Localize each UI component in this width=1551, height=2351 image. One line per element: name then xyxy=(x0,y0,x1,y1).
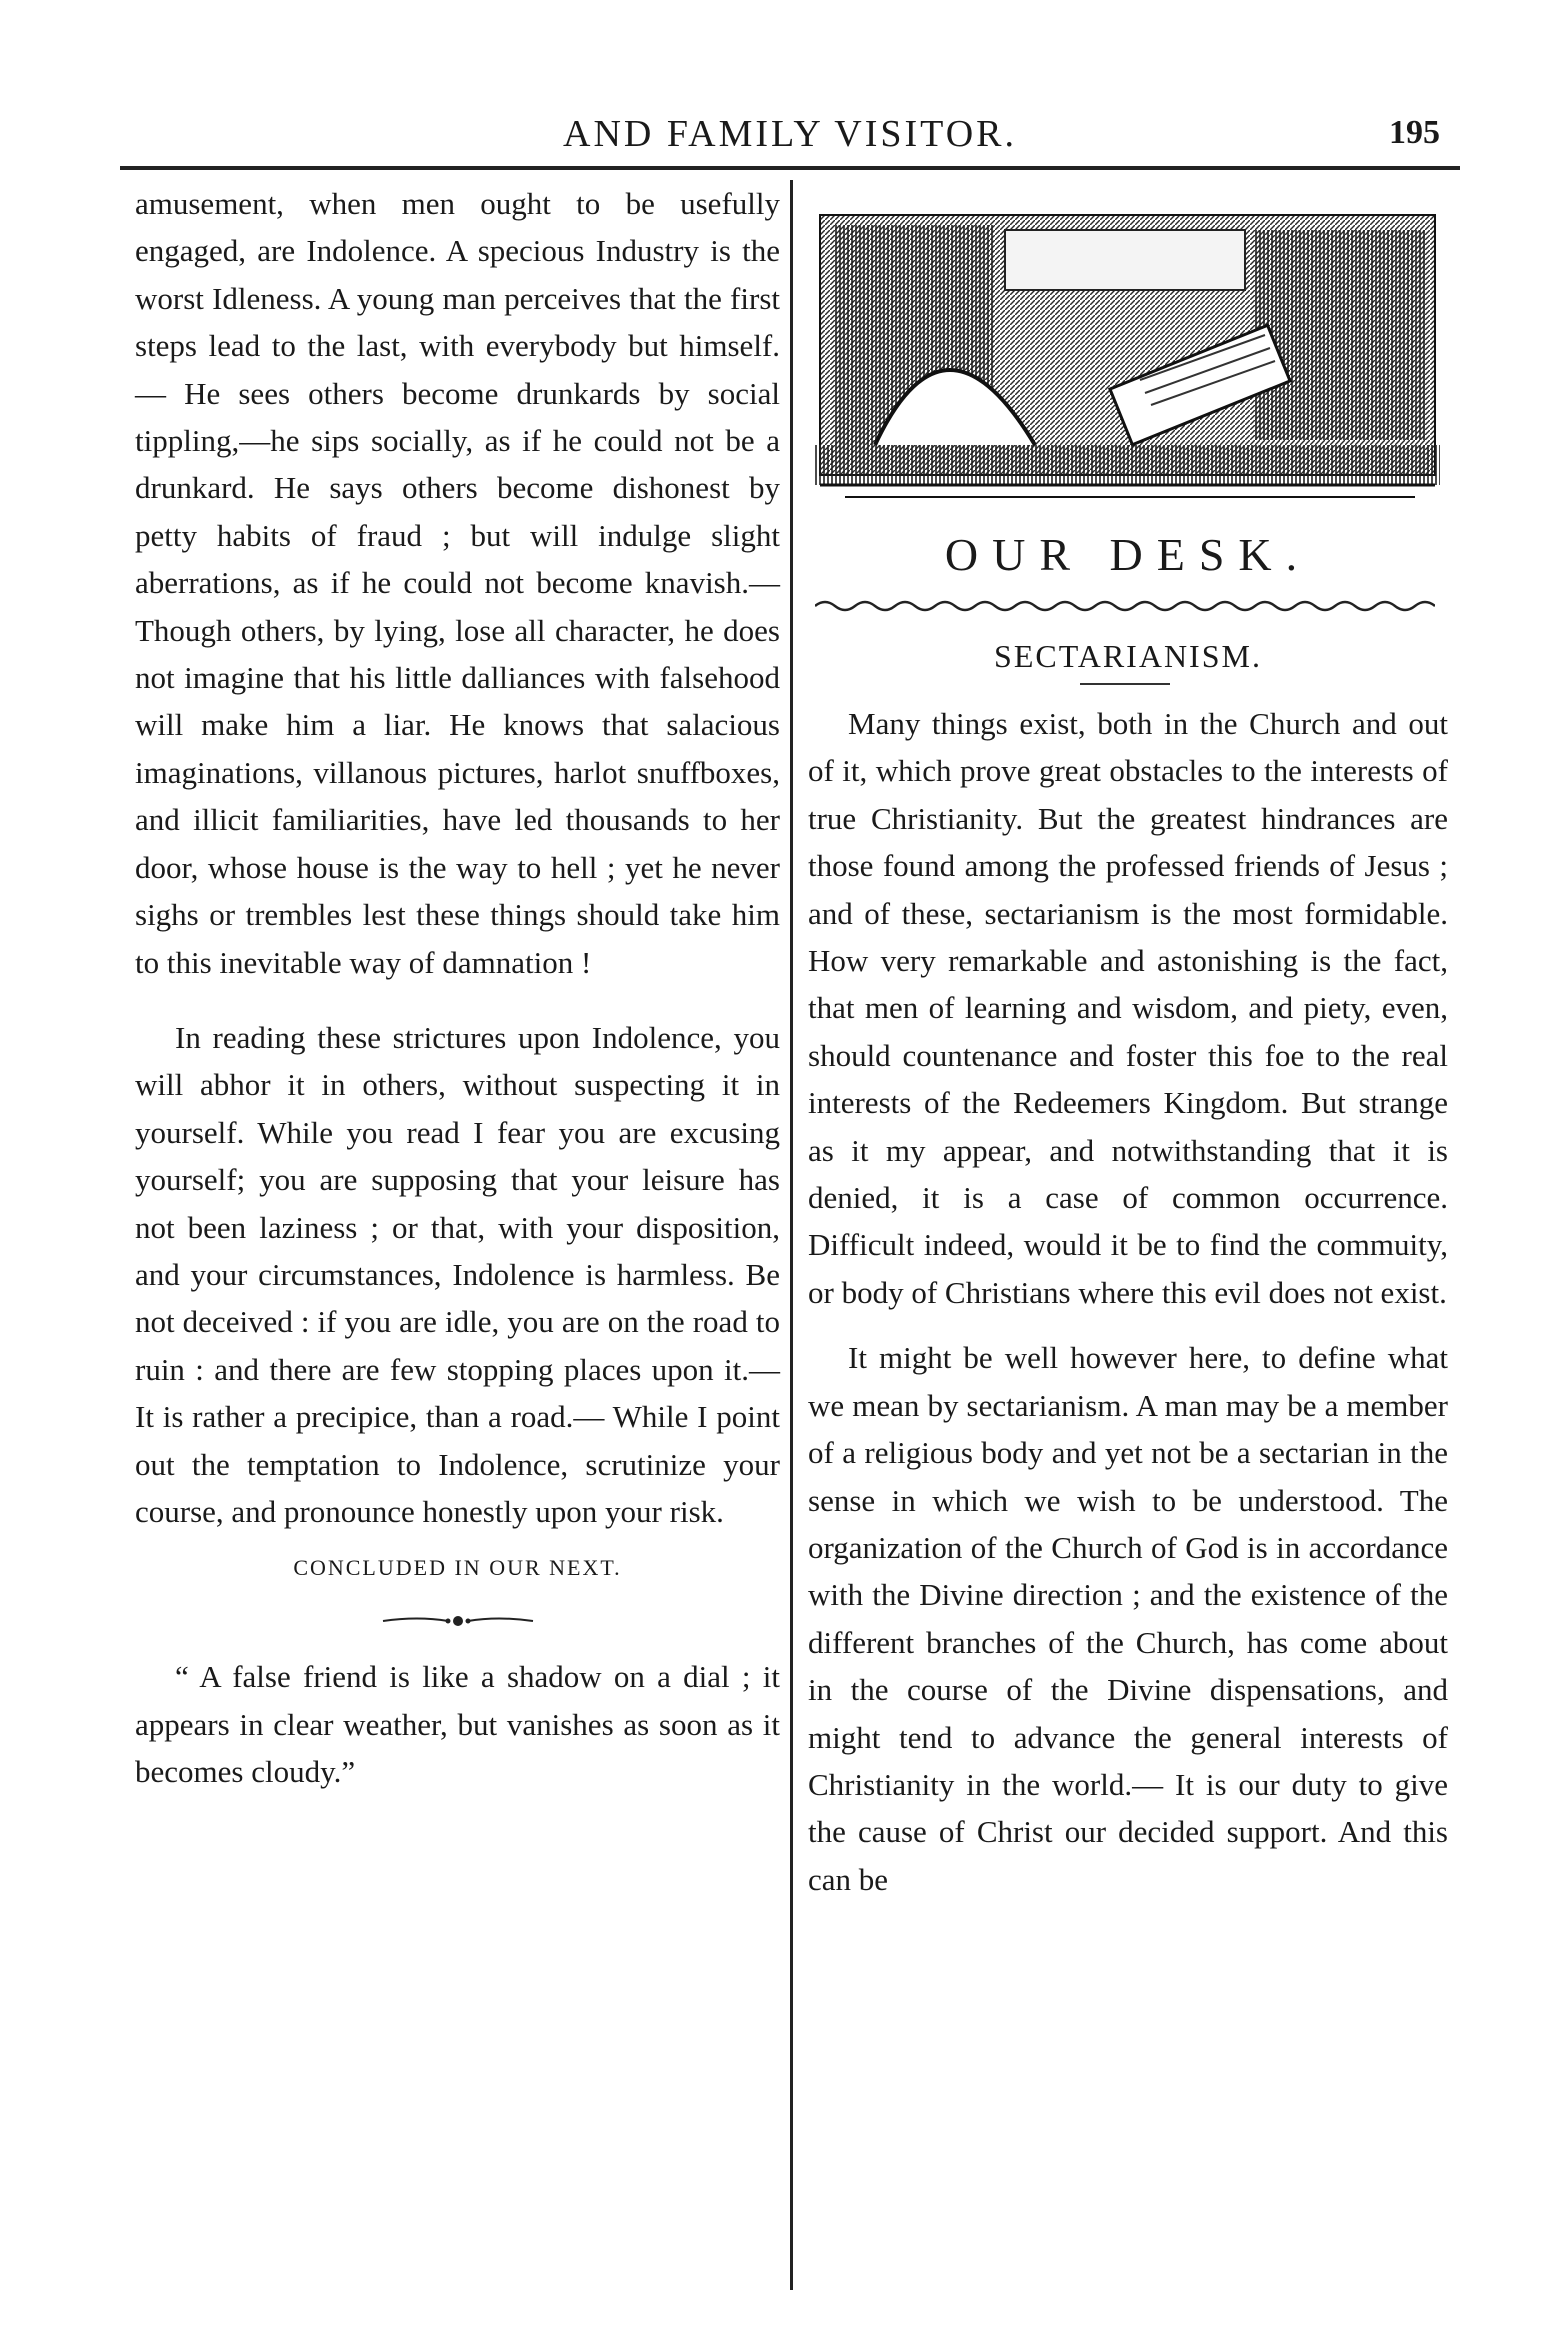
indolence-paragraph-2: In reading these strictures upon Indolence, you will abhor it in others, without suspecting it in yourself. While you read I fear you are excusing yourself; you are supposing that your leisure has not been laziness ; or that, with your disposition, and your circumstances, Indolence is harmless. Be not deceived : if you are idle, you are on the road to ruin : and there are few stopping places upon it.— It is rather a precipice, than a road.— While I point out the temptation to Indolence, scrutinize your course, and pronounce honestly upon your risk. xyxy=(135,1019,780,1529)
title-underline xyxy=(1080,683,1170,685)
header-rule xyxy=(120,166,1460,170)
page-number: 195 xyxy=(1389,114,1440,151)
column-divider xyxy=(790,180,793,2290)
left-column xyxy=(135,180,780,1796)
concluded-note: CONCLUDED IN OUR NEXT. xyxy=(293,1555,622,1581)
sectarianism-paragraph-2: It might be well however here, to define what we mean by sectarianism. A man may be a member of a religious body and yet not be a sectarian in the sense in which we wish to be understood. The organization of the Church of God is in accordance with the Divine direction ; and the existence of the different branches of the Church, has come about in the course of the Divine dispensations, and might tend to advance the general interests of Christianity in the world.— It is our duty to give the cause of Christ our decided support. And this can be xyxy=(808,1340,1448,1897)
sectarianism-paragraph-1: Many things exist, both in the Church and out of it, which prove great obstacles to the interests of true Christianity. But the greatest hindrances are those found among the professed friends of Jesus ; and of these, sectarianism is the most formidable. How very remarkable and astonishing is the fact, that men of learning and wisdom, and piety, even, should countenance and foster this foe to the real interests of the Redeemers Kingdom. But strange as it my appear, and notwithstanding that it is denied, it is a case of common occurrence. Difficult indeed, would it be to find the commuity, or body of Christians where this evil does not exist. xyxy=(808,706,1448,1310)
section-title: OUR DESK. xyxy=(944,529,1312,580)
article-title: SECTARIANISM. xyxy=(994,638,1262,674)
wavy-rule-icon xyxy=(815,595,1435,617)
desk-illustration-icon xyxy=(815,205,1440,505)
false-friend-quote: “ A false friend is like a shadow on a dial ; it appears in clear weather, but vanishes as soon as it becomes cloudy.” xyxy=(135,1659,780,1790)
page-header xyxy=(120,112,1460,172)
indolence-paragraph-1: amusement, when men ought to be usefully engaged, are Indolence. A specious Industry is the worst Idleness. A young man perceives that the first steps lead to the last, with everybody but himself.— He sees others become drunkards by social tippling,—he sips socially, as if he could not be a drunkard. He says others become dishonest by petty habits of fraud ; but will indulge slight aberrations, as if he could not become knavish.— Though others, by lying, lose all character, he does not imagine that his little dalliances with falsehood will make him a liar. He knows that salacious imaginations, villanous pictures, harlot snuffboxes, and illicit familiarities, have led thousands to her door, whose house is the way to hell ; yet he never sighs or trembles lest these things should take him to this inevitable way of damnation ! xyxy=(135,186,780,980)
ornament-divider-icon xyxy=(378,1613,538,1629)
right-column xyxy=(808,700,1448,1903)
running-title: AND FAMILY VISITOR. xyxy=(563,113,1017,155)
